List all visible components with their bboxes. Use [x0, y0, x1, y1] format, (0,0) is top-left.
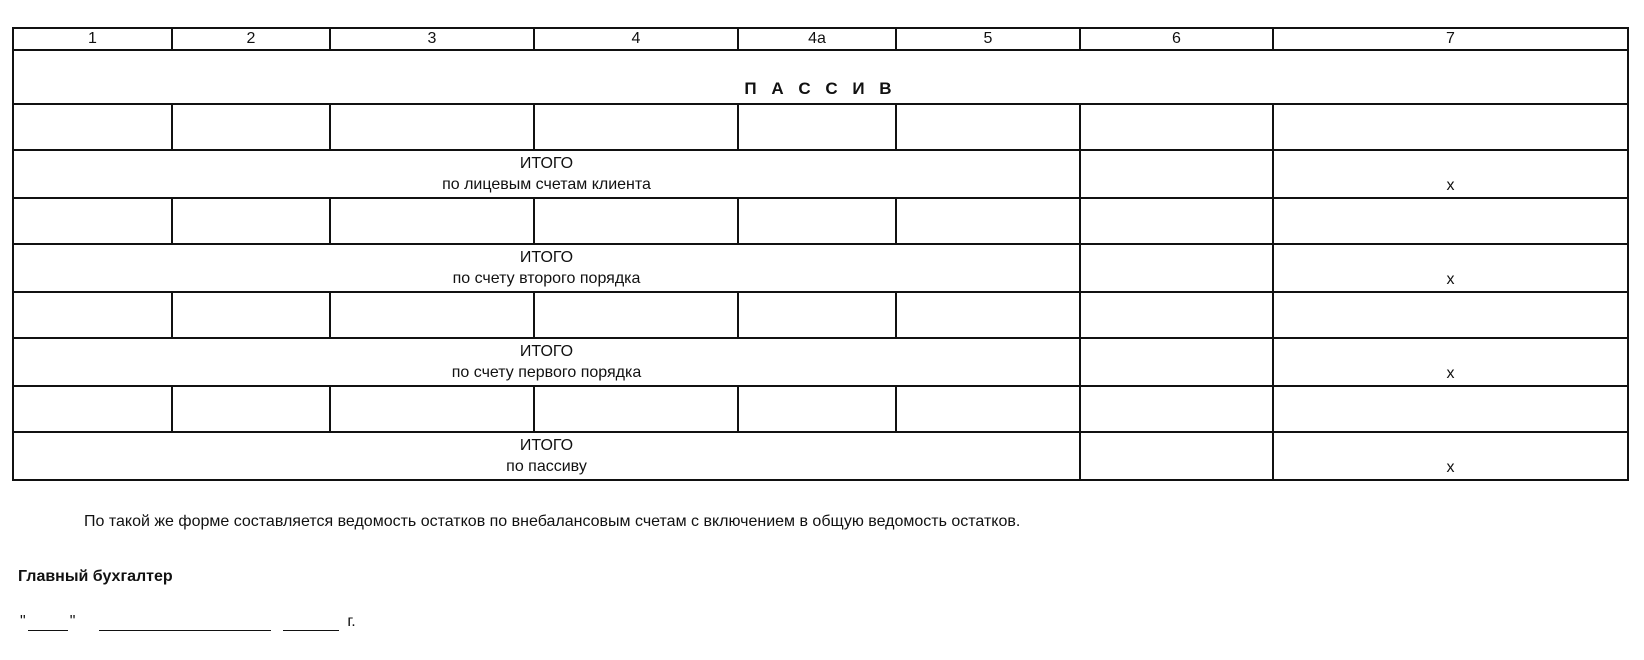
empty-cell[interactable]	[13, 198, 172, 244]
off-balance-note: По такой же форме составляется ведомость остатков по внебалансовым счетам с включением в общую ведомость остатков.	[84, 513, 1021, 530]
empty-cell[interactable]	[13, 292, 172, 338]
chief-accountant-label: Главный бухгалтер	[18, 568, 173, 585]
column-number: 4а	[738, 28, 896, 50]
table-row	[13, 104, 1628, 150]
total-mark-cell: х	[1273, 244, 1628, 292]
empty-cell[interactable]	[896, 198, 1080, 244]
total-description: по счету первого порядка	[451, 364, 642, 381]
empty-cell[interactable]	[738, 104, 896, 150]
table-row	[13, 198, 1628, 244]
quote-close: "	[69, 613, 76, 630]
total-heading: ИТОГО	[519, 249, 574, 266]
empty-cell[interactable]	[1273, 198, 1628, 244]
empty-cell[interactable]	[172, 292, 330, 338]
empty-cell[interactable]	[13, 104, 172, 150]
section-header-row	[13, 50, 1628, 104]
empty-cell[interactable]	[330, 104, 534, 150]
column-number: 6	[1080, 28, 1273, 50]
empty-cell[interactable]	[1080, 386, 1273, 432]
date-signature-line	[20, 613, 356, 631]
ledger-sheet	[12, 27, 1627, 481]
empty-cell[interactable]	[738, 292, 896, 338]
empty-cell[interactable]	[330, 386, 534, 432]
column-number: 4	[534, 28, 738, 50]
empty-cell[interactable]	[172, 198, 330, 244]
empty-cell[interactable]	[896, 104, 1080, 150]
total-description: по счету второго порядка	[452, 270, 641, 287]
column-number: 2	[172, 28, 330, 50]
total-heading: ИТОГО	[519, 343, 574, 360]
total-label-cell	[13, 244, 1080, 292]
empty-cell[interactable]	[330, 198, 534, 244]
year-blank[interactable]	[283, 614, 339, 631]
empty-cell[interactable]	[896, 292, 1080, 338]
total-row	[13, 150, 1628, 198]
total-mark-cell: х	[1273, 338, 1628, 386]
total-amount-cell[interactable]	[1080, 244, 1273, 292]
total-row	[13, 338, 1628, 386]
total-label-cell	[13, 150, 1080, 198]
total-amount-cell[interactable]	[1080, 432, 1273, 480]
column-number: 5	[896, 28, 1080, 50]
table-row	[13, 292, 1628, 338]
total-amount-cell[interactable]	[1080, 150, 1273, 198]
month-blank[interactable]	[99, 614, 271, 631]
empty-cell[interactable]	[534, 292, 738, 338]
column-number: 7	[1273, 28, 1628, 50]
empty-cell[interactable]	[13, 386, 172, 432]
total-amount-cell[interactable]	[1080, 338, 1273, 386]
empty-cell[interactable]	[896, 386, 1080, 432]
section-header-cell	[13, 50, 1628, 104]
year-suffix: г.	[347, 613, 356, 630]
column-number: 1	[13, 28, 172, 50]
empty-cell[interactable]	[534, 198, 738, 244]
day-blank[interactable]	[28, 614, 68, 631]
empty-cell[interactable]	[1273, 104, 1628, 150]
empty-cell[interactable]	[172, 386, 330, 432]
total-row	[13, 432, 1628, 480]
total-label-cell	[13, 338, 1080, 386]
empty-cell[interactable]	[1273, 386, 1628, 432]
total-label-cell	[13, 432, 1080, 480]
empty-cell[interactable]	[738, 386, 896, 432]
quote-open: "	[20, 613, 26, 630]
section-title: П А С С И В	[744, 79, 897, 98]
total-row	[13, 244, 1628, 292]
empty-cell[interactable]	[1080, 198, 1273, 244]
column-number: 3	[330, 28, 534, 50]
column-number-row	[13, 28, 1628, 50]
empty-cell[interactable]	[534, 104, 738, 150]
empty-cell[interactable]	[534, 386, 738, 432]
empty-cell[interactable]	[1273, 292, 1628, 338]
empty-cell[interactable]	[330, 292, 534, 338]
empty-cell[interactable]	[1080, 104, 1273, 150]
total-mark-cell: х	[1273, 432, 1628, 480]
total-description: по лицевым счетам клиента	[442, 176, 651, 193]
empty-cell[interactable]	[738, 198, 896, 244]
total-heading: ИТОГО	[519, 155, 574, 172]
total-mark-cell: х	[1273, 150, 1628, 198]
total-heading: ИТОГО	[519, 437, 574, 454]
total-description: по пассиву	[506, 458, 587, 475]
balance-ledger-table	[12, 27, 1629, 481]
table-row	[13, 386, 1628, 432]
empty-cell[interactable]	[172, 104, 330, 150]
empty-cell[interactable]	[1080, 292, 1273, 338]
